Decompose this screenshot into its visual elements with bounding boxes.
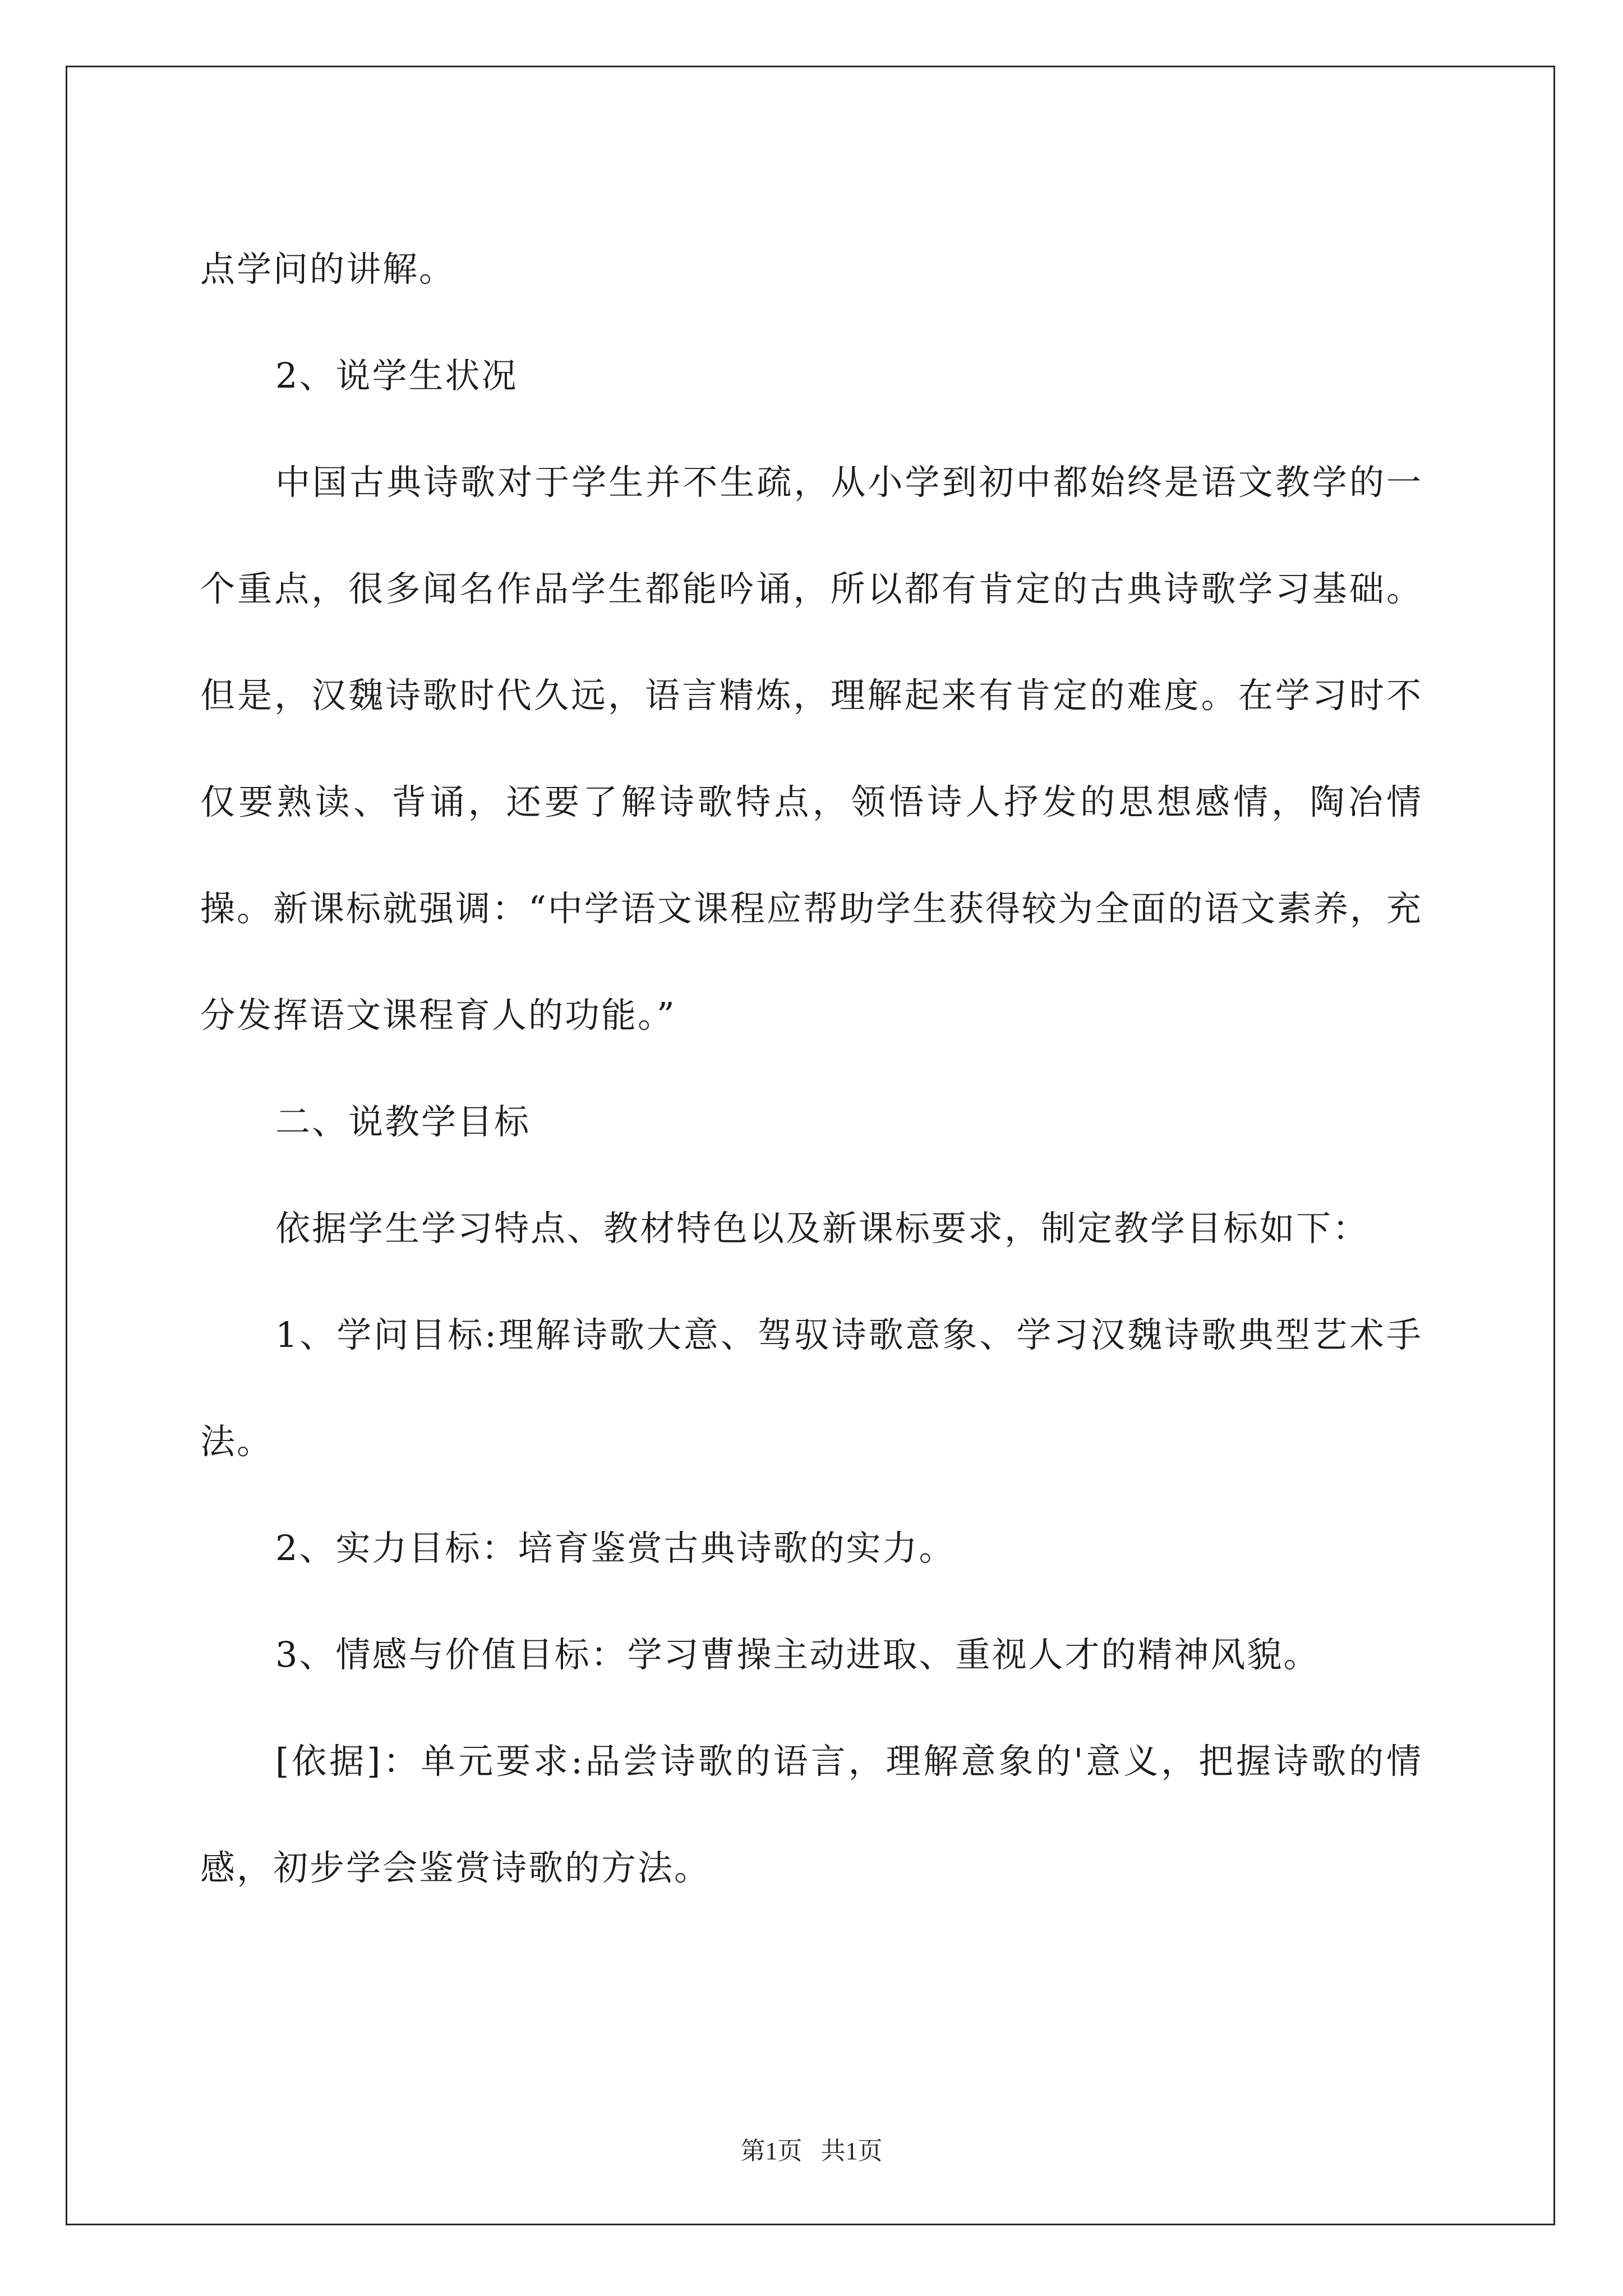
goal-item-ability: 2、实力目标：培育鉴赏古典诗歌的实力。 bbox=[275, 1527, 956, 1568]
page-number-footer: 第1页 共1页 bbox=[740, 2137, 883, 2165]
basis-paragraph: [依据]：单元要求:品尝诗歌的语言，理解意象的'意义，把握诗歌的情感，初步学会鉴赏诗歌的方法。 bbox=[200, 1741, 1423, 1888]
section-heading-student-situation: 2、说学生状况 bbox=[275, 355, 518, 396]
section-heading-teaching-goals: 二、说教学目标 bbox=[275, 1101, 531, 1142]
document-body bbox=[200, 216, 1423, 1921]
goal-item-emotion: 3、情感与价值目标：学习曹操主动进取、重视人才的精神风貌。 bbox=[275, 1634, 1320, 1675]
paragraph: 中国古典诗歌对于学生并不生疏，从小学到初中都始终是语文教学的一个重点，很多闻名作品学生都能吟诵，所以都有肯定的古典诗歌学习基础。但是，汉魏诗歌时代久远，语言精炼，理解起来有肯定的难度。在学习时不仅要熟读、背诵，还要了解诗歌特点，领悟诗人抒发的思想感情，陶冶情操。新课标就强调：“中学语文课程应帮助学生获得较为全面的语文素养，充分发挥语文课程育人的功能。” bbox=[200, 462, 1423, 1036]
paragraph: 点学问的讲解。 bbox=[200, 249, 456, 289]
goal-item-knowledge: 1、学问目标:理解诗歌大意、驾驭诗歌意象、学习汉魏诗歌典型艺术手法。 bbox=[200, 1314, 1423, 1462]
paragraph: 依据学生学习特点、教材特色以及新课标要求，制定教学目标如下： bbox=[275, 1208, 1370, 1249]
